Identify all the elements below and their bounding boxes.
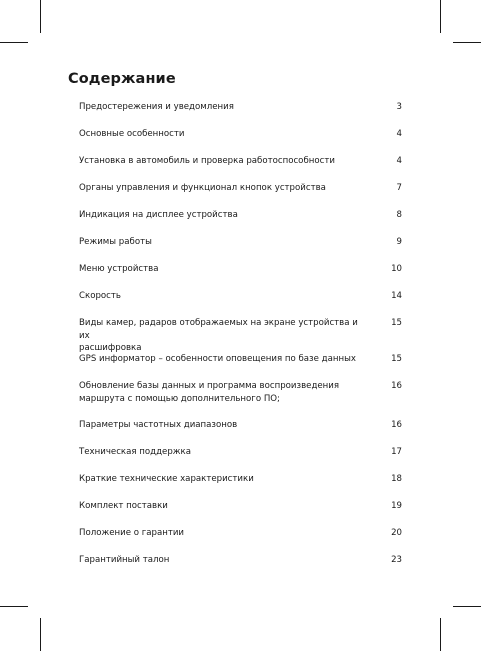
- toc-entry-page: 7: [396, 183, 402, 193]
- toc-entry-text: Органы управления и функционал кнопок устройства: [79, 183, 326, 193]
- toc-entry[interactable]: [79, 446, 402, 459]
- crop-mark-top-right-vertical: [440, 0, 441, 33]
- toc-entry[interactable]: [79, 263, 402, 276]
- toc-entry-page: 18: [391, 474, 402, 484]
- toc-entry-page: 19: [391, 501, 402, 511]
- toc-entry-text: Скорость: [79, 291, 121, 301]
- toc-entry-text: Меню устройства: [79, 264, 159, 274]
- toc-entry[interactable]: [79, 380, 402, 405]
- toc-entry[interactable]: [79, 101, 402, 114]
- toc-entry[interactable]: [79, 473, 402, 486]
- crop-mark-top-right-horizontal: [453, 42, 481, 43]
- toc-entry-page: 23: [391, 555, 402, 565]
- toc-entry[interactable]: [79, 419, 402, 432]
- toc-entry-page: 14: [391, 291, 402, 301]
- toc-entry-page: 4: [396, 156, 402, 166]
- toc-entry-text: Техническая поддержка: [79, 447, 191, 457]
- toc-entry-page: 8: [396, 210, 402, 220]
- toc-entry-text: Режимы работы: [79, 237, 152, 247]
- page-title: Содержание: [68, 71, 176, 87]
- crop-mark-bottom-left-horizontal: [0, 606, 28, 607]
- toc-entry-page: 10: [391, 264, 402, 274]
- crop-mark-bottom-left-vertical: [40, 618, 41, 651]
- toc-entry-text: Установка в автомобиль и проверка работоспособности: [79, 156, 335, 166]
- toc-entry[interactable]: [79, 155, 402, 168]
- toc-entry-text: GPS информатор – особенности оповещения по базе данных: [79, 354, 356, 364]
- toc-entry-text: Виды камер, радаров отображаемых на экране устройства и их расшифровка: [79, 318, 358, 353]
- toc-entry[interactable]: [79, 353, 402, 366]
- crop-mark-bottom-right-vertical: [440, 618, 441, 651]
- toc-entry-text: Индикация на дисплее устройства: [79, 210, 238, 220]
- toc-entry-text: Обновление базы данных и программа воспроизведения маршрута с помощью дополнительного ПО;: [79, 381, 340, 404]
- toc-entry-page: 16: [391, 420, 402, 430]
- toc-entry[interactable]: [79, 182, 402, 195]
- toc-entry-page: 20: [391, 528, 402, 538]
- toc-entry[interactable]: [79, 317, 402, 355]
- toc-entry[interactable]: [79, 500, 402, 513]
- toc-entry[interactable]: [79, 209, 402, 222]
- toc-entry-text: Предостережения и уведомления: [79, 102, 234, 112]
- toc-entry[interactable]: [79, 236, 402, 249]
- toc-entry-page: 15: [391, 318, 402, 328]
- toc-entry-page: 9: [396, 237, 402, 247]
- crop-mark-top-left-vertical: [40, 0, 41, 33]
- toc-entry-page: 16: [391, 381, 402, 391]
- crop-mark-top-left-horizontal: [0, 42, 28, 43]
- toc-entry-page: 3: [396, 102, 402, 112]
- crop-mark-bottom-right-horizontal: [453, 606, 481, 607]
- toc-entry-page: 4: [396, 129, 402, 139]
- toc-entry[interactable]: [79, 554, 402, 567]
- toc-entry-text: Гарантийный талон: [79, 555, 170, 565]
- toc-entry[interactable]: [79, 290, 402, 303]
- toc-entry[interactable]: [79, 527, 402, 540]
- toc-entry-text: Краткие технические характеристики: [79, 474, 254, 484]
- toc-entry-text: Комплект поставки: [79, 501, 168, 511]
- toc-entry-page: 15: [391, 354, 402, 364]
- toc-entry[interactable]: [79, 128, 402, 141]
- toc-entry-text: Параметры частотных диапазонов: [79, 420, 238, 430]
- toc-entry-text: Положение о гарантии: [79, 528, 185, 538]
- toc-entry-page: 17: [391, 447, 402, 457]
- toc-entry-text: Основные особенности: [79, 129, 185, 139]
